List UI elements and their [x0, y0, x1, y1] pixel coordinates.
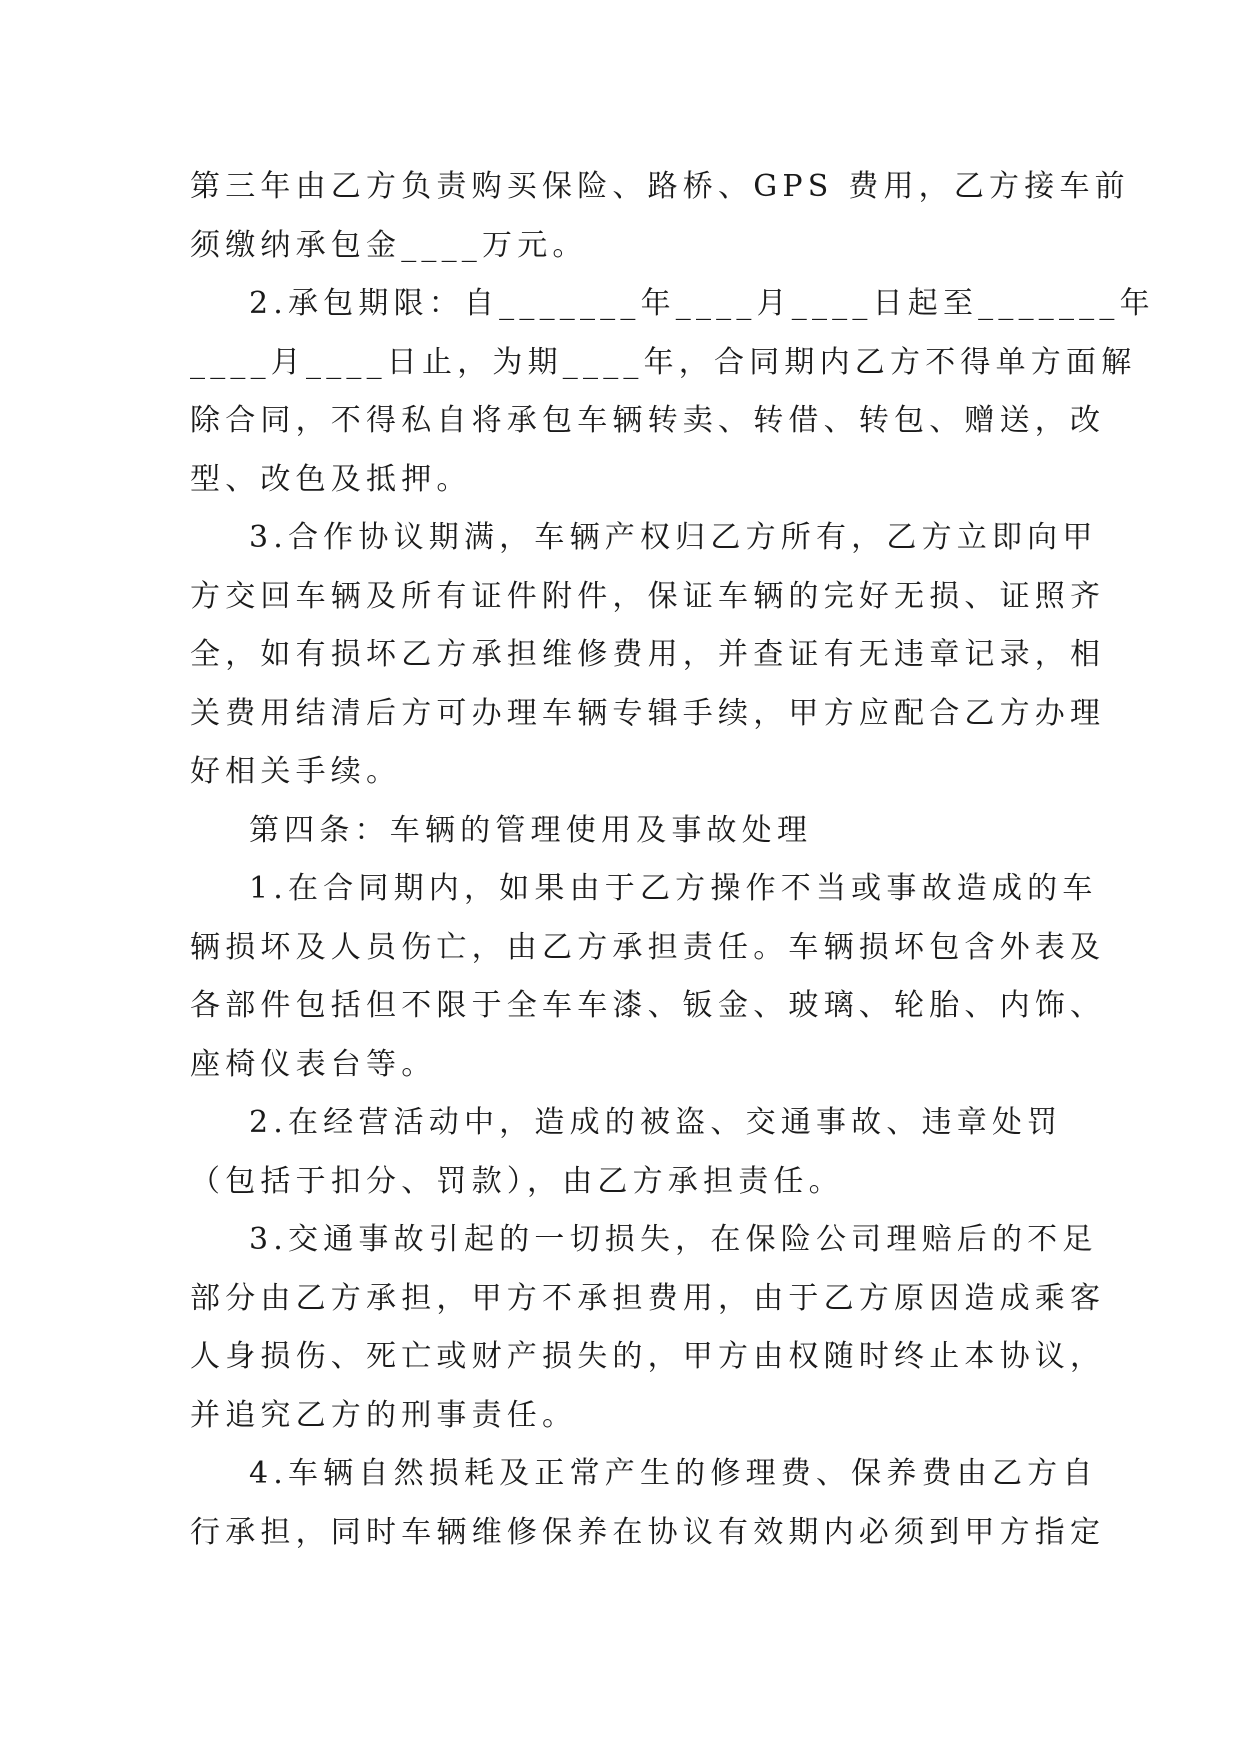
- text-line: 座椅仪表台等。: [190, 1046, 437, 1082]
- document-body: [190, 158, 1155, 1562]
- text-line: 人身损伤、死亡或财产损失的，甲方由权随时终止本协议，: [190, 1339, 1106, 1374]
- text-line: 型、改色及抵押。: [190, 461, 472, 497]
- text-line: 除合同，不得私自将承包车辆转卖、转借、转包、赠送，改: [190, 403, 1106, 438]
- text-line: 全，如有损坏乙方承担维修费用，并查证有无违章记录，相: [190, 637, 1106, 672]
- text-line: 好相关手续。: [190, 754, 402, 789]
- text-line: 3.交通事故引起的一切损失，在保险公司理赔后的不足: [190, 1222, 1098, 1257]
- text-line: 1.在合同期内，如果由于乙方操作不当或事故造成的车: [190, 871, 1098, 906]
- text-line: 辆损坏及人员伤亡，由乙方承担责任。车辆损坏包含外表及: [190, 929, 1106, 965]
- text-line: 部分由乙方承担，甲方不承担费用，由于乙方原因造成乘客: [190, 1280, 1106, 1316]
- text-line: 3.合作协议期满，车辆产权归乙方所有，乙方立即向甲: [190, 520, 1098, 555]
- text-line: 2.在经营活动中，造成的被盗、交通事故、违章处罚: [190, 1105, 1063, 1140]
- text-line: 须缴纳承包金____万元。: [190, 227, 588, 263]
- text-line: 第三年由乙方负责购买保险、路桥、GPS 费用，乙方接车前: [190, 169, 1130, 204]
- text-line: 2.承包期限：自_______年____月____日起至_______年: [190, 286, 1155, 321]
- text-line: ____月____日止，为期____年，合同期内乙方不得单方面解: [190, 344, 1137, 380]
- text-line: 并追究乙方的刑事责任。: [190, 1397, 578, 1433]
- text-line: 4.车辆自然损耗及正常产生的修理费、保养费由乙方自: [190, 1456, 1098, 1491]
- section-heading: 第四条：车辆的管理使用及事故处理: [190, 812, 813, 848]
- text-line: 关费用结清后方可办理车辆专辑手续，甲方应配合乙方办理: [190, 695, 1106, 731]
- text-line: 行承担，同时车辆维修保养在协议有效期内必须到甲方指定: [190, 1514, 1106, 1550]
- text-line: 方交回车辆及所有证件附件，保证车辆的完好无损、证照齐: [190, 578, 1106, 614]
- text-line: （包括于扣分、罚款），由乙方承担责任。: [190, 1163, 844, 1199]
- text-line: 各部件包括但不限于全车车漆、钣金、玻璃、轮胎、内饰、: [190, 988, 1106, 1023]
